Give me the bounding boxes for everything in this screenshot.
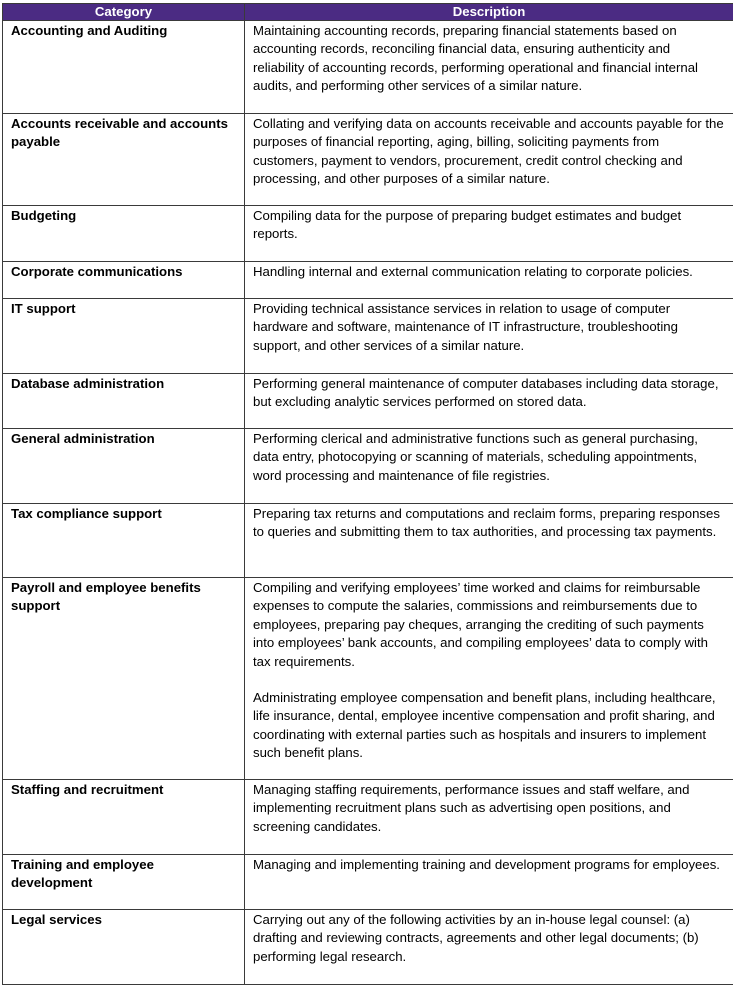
table-row bbox=[3, 578, 733, 780]
category-header: Category bbox=[3, 4, 245, 21]
table-row bbox=[3, 374, 733, 429]
description-paragraph: Managing staffing requirements, performance issues and staff welfare, and implementing recruitment plans such as advertising open positions, and screening candidates. bbox=[253, 782, 690, 834]
table-row bbox=[3, 299, 733, 374]
category-cell: Staffing and recruitment bbox=[3, 780, 245, 855]
description-cell bbox=[245, 262, 733, 299]
category-cell: Training and employee development bbox=[3, 855, 245, 910]
description-cell bbox=[245, 780, 733, 855]
description-cell bbox=[245, 504, 733, 578]
description-cell bbox=[245, 114, 733, 206]
table-row bbox=[3, 429, 733, 504]
table-row bbox=[3, 910, 733, 985]
description-paragraph: Handling internal and external communication relating to corporate policies. bbox=[253, 264, 693, 279]
description-cell bbox=[245, 429, 733, 504]
category-cell: Legal services bbox=[3, 910, 245, 985]
table-row bbox=[3, 504, 733, 578]
description-header: Description bbox=[245, 4, 733, 21]
category-cell: General administration bbox=[3, 429, 245, 504]
table-row bbox=[3, 780, 733, 855]
category-cell: Budgeting bbox=[3, 206, 245, 262]
table-row bbox=[3, 262, 733, 299]
table-row bbox=[3, 855, 733, 910]
category-cell: Accounts receivable and accounts payable bbox=[3, 114, 245, 206]
description-paragraph: Managing and implementing training and development programs for employees. bbox=[253, 857, 720, 872]
description-paragraph: Carrying out any of the following activities by an in-house legal counsel: (a) drafting and reviewing contracts, agreements and other legal documents; (b) performing legal research. bbox=[253, 912, 699, 964]
description-cell bbox=[245, 578, 733, 780]
table-row bbox=[3, 206, 733, 262]
description-cell bbox=[245, 910, 733, 985]
description-cell bbox=[245, 299, 733, 374]
description-cell bbox=[245, 206, 733, 262]
description-paragraph: Administrating employee compensation and benefit plans, including healthcare, life insurance, dental, employee incentive compensation and profit sharing, and coordinating with external parties such as hospitals and insurers to implement such benefit plans. bbox=[253, 690, 716, 761]
description-paragraph: Providing technical assistance services in relation to usage of computer hardware and software, maintenance of IT infrastructure, troubleshooting support, and other services of a similar nature. bbox=[253, 301, 678, 353]
category-cell: IT support bbox=[3, 299, 245, 374]
category-cell: Accounting and Auditing bbox=[3, 21, 245, 114]
table-row bbox=[3, 21, 733, 114]
category-cell: Payroll and employee benefits support bbox=[3, 578, 245, 780]
services-table bbox=[2, 3, 733, 985]
description-paragraph: Preparing tax returns and computations and reclaim forms, preparing responses to queries and submitting them to tax authorities, and processing tax payments. bbox=[253, 506, 720, 540]
description-cell bbox=[245, 21, 733, 114]
description-paragraph: Compiling data for the purpose of preparing budget estimates and budget reports. bbox=[253, 208, 682, 242]
description-paragraph: Maintaining accounting records, preparing financial statements based on accounting records, reconciling financial data, ensuring authenticity and reliability of accounting records, performing operational and financial internal audits, and performing other services of a similar nature. bbox=[253, 23, 698, 94]
description-cell bbox=[245, 855, 733, 910]
description-paragraph: Collating and verifying data on accounts receivable and accounts payable for the purposes of financial reporting, aging, billing, soliciting payments from customers, payment to vendors, procurement, credit control checking and processing, and other purposes of a similar nature. bbox=[253, 116, 724, 187]
category-cell: Database administration bbox=[3, 374, 245, 429]
description-paragraph: Compiling and verifying employees’ time worked and claims for reimbursable expenses to compute the salaries, commissions and reimbursements due to employees, preparing pay cheques, arranging the crediting of such payments into employees’ bank accounts, and compiling employees’ data to comply with tax requirements. bbox=[253, 580, 708, 669]
category-cell: Corporate communications bbox=[3, 262, 245, 299]
description-cell bbox=[245, 374, 733, 429]
description-paragraph: Performing general maintenance of computer databases including data storage, but excluding analytic services performed on stored data. bbox=[253, 376, 719, 410]
header-row bbox=[3, 4, 733, 21]
table-row bbox=[3, 114, 733, 206]
category-cell: Tax compliance support bbox=[3, 504, 245, 578]
description-paragraph: Performing clerical and administrative functions such as general purchasing, data entry, photocopying or scanning of materials, scheduling appointments, word processing and maintenance of file registries. bbox=[253, 431, 698, 483]
